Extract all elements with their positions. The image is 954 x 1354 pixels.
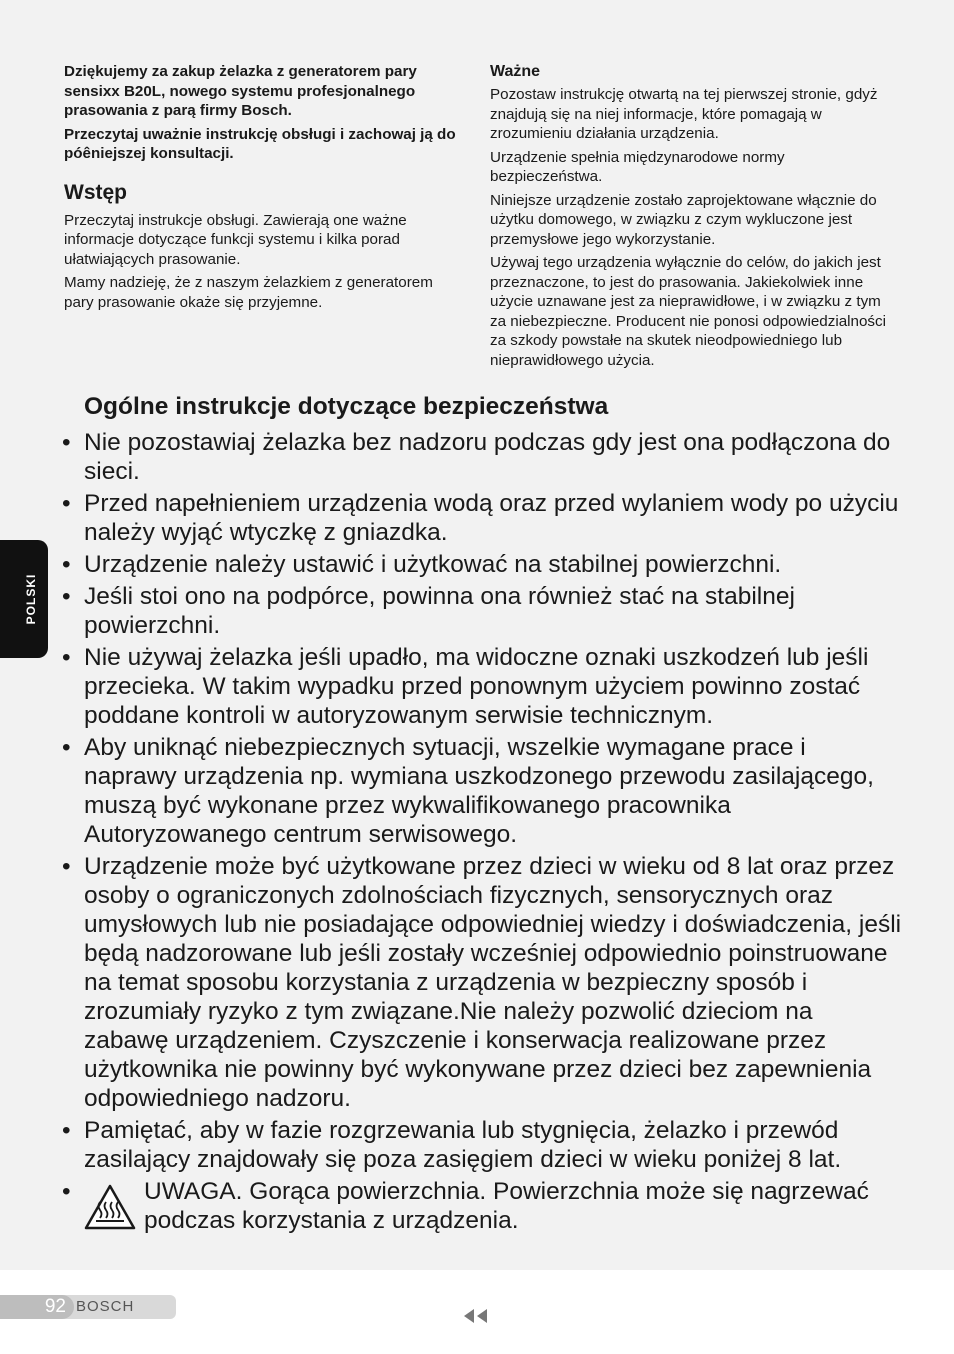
list-item <box>62 643 902 730</box>
list-item <box>62 1116 902 1174</box>
left-column <box>64 62 464 316</box>
list-item <box>62 733 902 849</box>
bullet: • <box>62 551 71 578</box>
bullet: • <box>62 490 71 517</box>
list-item-text: Aby uniknąć niebezpiecznych sytuacji, wszelkie wymagane prace i naprawy urządzenia np. wymiana uszkodzonego przewodu zasilającego, muszą być wykonane przez wykwalifikowanego pracownika Autoryzowanego centrum serwisowego. <box>84 734 874 848</box>
intro-paragraph: Dziękujemy za zakup żelazka z generatorem pary sensixx B20L, nowego systemu profesjonalnego prasowania z parą firmy Bosch. <box>64 63 417 119</box>
list-item-text: Urządzenie należy ustawić i użytkować na stabilnej powierzchni. <box>84 551 782 578</box>
list-item-text: Przed napełnieniem urządzenia wodą oraz przed wylaniem wody po użyciu należy wyjąć wtyczkę z gniazdka. <box>84 490 899 546</box>
intro-block <box>64 62 464 164</box>
intro-paragraph: Przeczytaj uważnie instrukcję obsługi i zachowaj ją do póêniejszej konsultacji. <box>64 125 456 162</box>
right-column <box>490 62 900 374</box>
list-item <box>62 489 902 547</box>
bullet: • <box>62 1117 71 1144</box>
hot-surface-warning-icon <box>84 1183 136 1231</box>
list-item-warning <box>62 1177 902 1235</box>
list-item-text: Nie pozostawiaj żelazka bez nadzoru podczas gdy jest ona podłączona do sieci. <box>84 429 891 485</box>
language-tab <box>0 540 48 658</box>
paragraph: Urządzenie spełnia międzynarodowe normy bezpieczeństwa. <box>490 148 785 185</box>
section-heading-important: Ważne <box>490 63 541 80</box>
list-item-text: Nie używaj żelazka jeśli upadło, ma widoczne oznaki uszkodzeń lub jeśli przecieka. W takim wypadku przed ponownym użyciem powinno zostać poddane kontroli w autoryzowanym serwisie technicznym. <box>84 644 869 729</box>
list-item <box>62 582 902 640</box>
warning-text: UWAGA. Gorąca powierzchnia. Powierzchnia może się nagrzewać podczas korzystania z urządzenia. <box>144 1178 869 1234</box>
safety-heading: Ogólne instrukcje dotyczące bezpieczeństwa <box>84 393 609 420</box>
paragraph: Przeczytaj instrukcje obsługi. Zawierają one ważne informacje dotyczące funkcji systemu i kilka porad ułatwiających prasowanie. <box>64 211 407 268</box>
list-item-text: Pamiętać, aby w fazie rozgrzewania lub stygnięcia, żelazko i przewód zasilający znajdowały się poza zasięgiem dzieci w wieku poniżej 8 lat. <box>84 1117 842 1173</box>
list-item-text: Urządzenie może być użytkowane przez dzieci w wieku od 8 lat oraz przez osoby o ograniczonych zdolnościach fizycznych, sensorycznych oraz umysłowych lub nie posiadające odpowiedniej wiedzy i doświadczenia, jeśli będą nadzorowane lub jeśli zostały wcześniej odpowiednio poinstruowane na temat sposobu korzystania z urządzenia w bezpieczny sposób i zrozumiały ryzyko z tym związane.Nie należy pozwolić dzieciom na zabawę urządzeniem. Czyszczenie i konserwacja realizowane przez użytkownika nie powinny być wykonywane przez dzieci bez zapewnienia odpowiedniego nadzoru. <box>84 853 902 1112</box>
list-item <box>62 550 902 579</box>
page-number: 92 <box>0 1295 74 1319</box>
list-item-text: Jeśli stoi ono na podpórce, powinna ona również stać na stabilnej powierzchni. <box>84 583 795 639</box>
brand-label: BOSCH <box>76 1298 135 1315</box>
previous-page-arrows-icon[interactable] <box>462 1308 490 1324</box>
bullet: • <box>62 583 71 610</box>
language-tab-label: POLSKI <box>24 573 38 625</box>
bullet: • <box>62 853 71 880</box>
paragraph: Niniejsze urządzenie zostało zaprojektowane włącznie do użytku domowego, w związku z czym wykluczone jest przemysłowe jego wykorzystanie. <box>490 191 877 248</box>
list-item <box>62 852 902 1113</box>
paragraph: Pozostaw instrukcję otwartą na tej pierwszej stronie, gdyż znajdują się na niej informacje, które pomagają w zrozumieniu działania urządzenia. <box>490 86 878 142</box>
safety-list <box>62 428 902 1238</box>
paragraph: Mamy nadzieję, że z naszym żelazkiem z generatorem pary prasowanie okaże się przyjemne. <box>64 274 433 311</box>
bullet: • <box>62 644 71 671</box>
bullet: • <box>62 734 71 761</box>
paragraph: Używaj tego urządzenia wyłącznie do celów, do jakich jest przeznaczone, to jest do prasowania. Jakiekolwiek inne użycie uznawane jest za nieprawidłowe, i w związku z tym za niebezpieczne. Producent nie ponosi odpowiedzialności za szkody powstałe na skutek nieodpowiedniego lub nieprawidłowego użycia. <box>490 254 886 369</box>
section-heading-introduction: Wstęp <box>64 180 127 204</box>
bullet: • <box>62 429 71 456</box>
bullet: • <box>62 1178 71 1205</box>
list-item <box>62 428 902 486</box>
warning-row <box>84 1177 902 1235</box>
